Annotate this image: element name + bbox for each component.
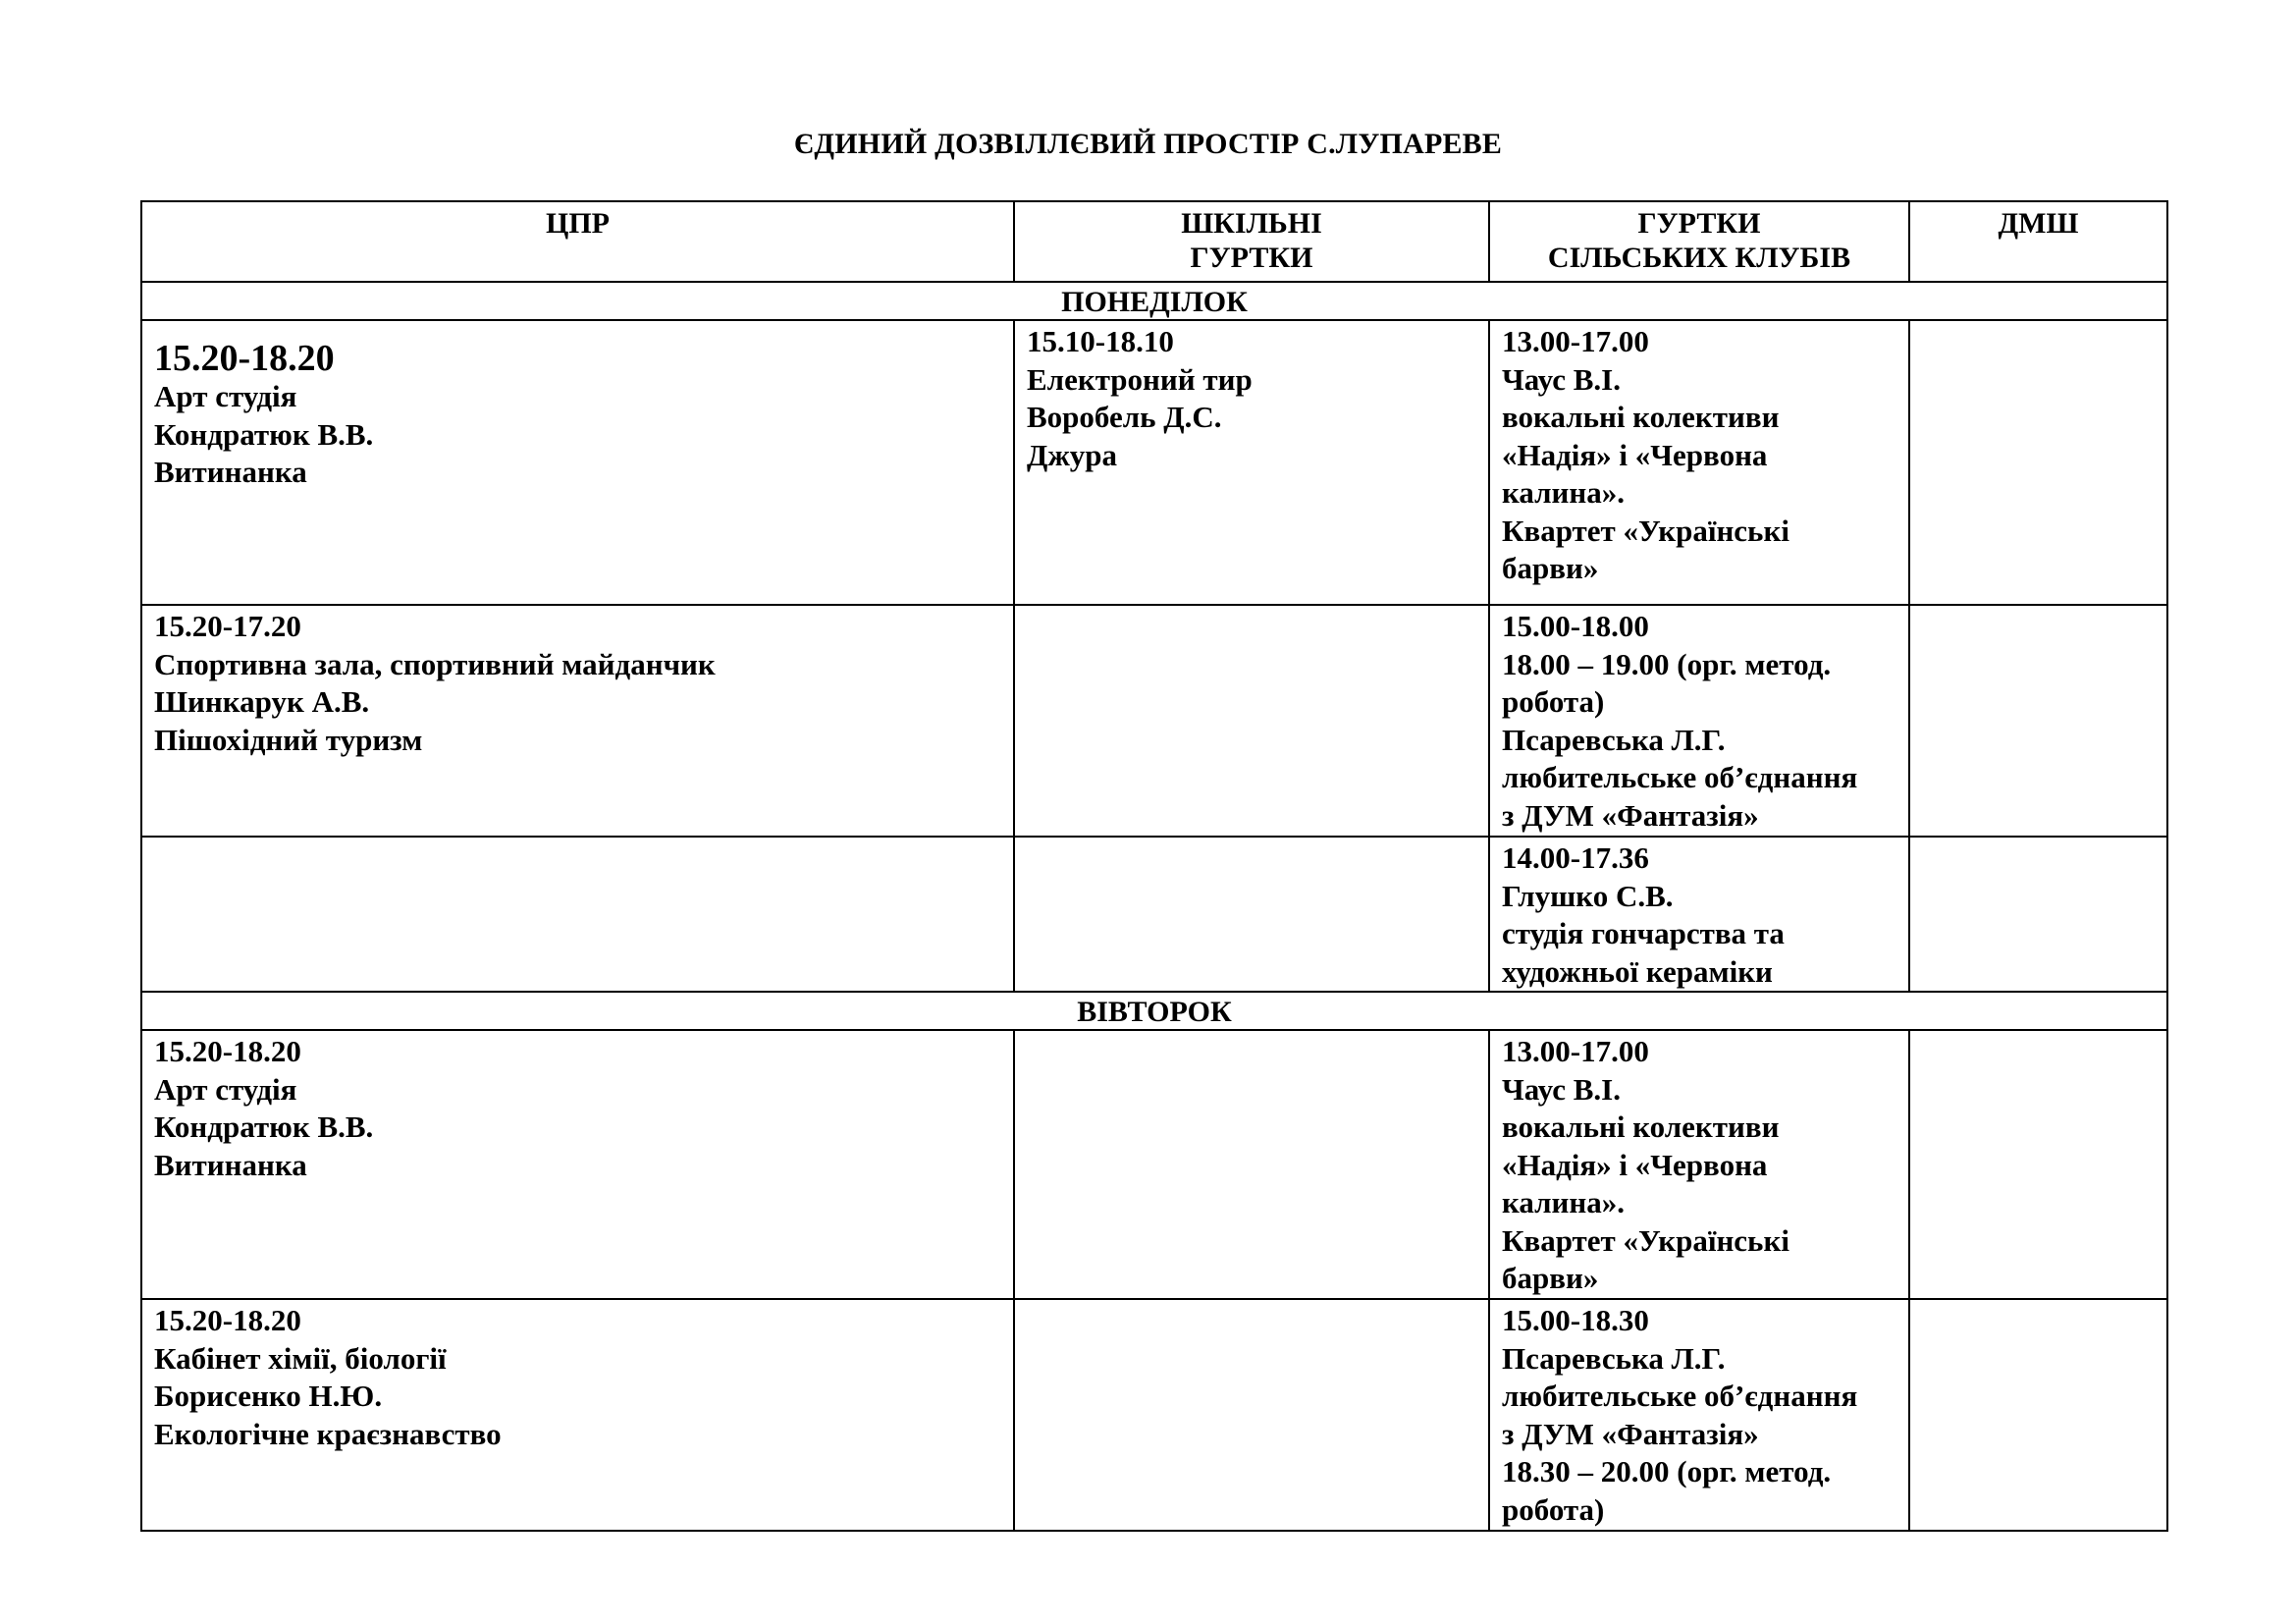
cell-cpr xyxy=(141,605,1014,837)
document-title: ЄДИНИЙ ДОЗВІЛЛЄВИЙ ПРОСТІР С.ЛУПАРЕВЕ xyxy=(793,128,1503,160)
time-range: 13.00-17.00 xyxy=(1502,324,1649,358)
cell-clubs xyxy=(1489,837,1909,992)
cell-clubs xyxy=(1489,605,1909,837)
cell-line: Кондратюк В.В. xyxy=(154,1110,374,1144)
cell-dmsh xyxy=(1909,320,2167,605)
cell-school xyxy=(1014,320,1489,605)
time-range: 15.20-18.20 xyxy=(154,1034,301,1068)
cell-school xyxy=(1014,605,1489,837)
cell-line: Електроний тир xyxy=(1027,361,1253,397)
cell-line: калина». xyxy=(1502,475,1626,510)
cell-line: Кондратюк В.В. xyxy=(154,416,374,452)
cell-line: Спортивна зала, спортивний майданчик xyxy=(154,646,716,681)
cell-school xyxy=(1014,837,1489,992)
cell-cpr xyxy=(141,1299,1014,1531)
cell-clubs xyxy=(1489,1030,1909,1299)
cell-dmsh xyxy=(1909,837,2167,992)
header-text: СІЛЬСЬКИХ КЛУБІВ xyxy=(1547,242,1851,274)
time-range: 15.00-18.00 xyxy=(1502,609,1649,643)
cell-line: Псаревська Л.Г. xyxy=(1502,1340,1726,1376)
cell-line: Чаус В.І. xyxy=(1502,1071,1621,1107)
time-range: 15.20-18.20 xyxy=(154,1303,301,1337)
day-row-monday xyxy=(141,282,2167,320)
table-row xyxy=(141,837,2167,992)
cell-line: вокальні колективи xyxy=(1502,400,1780,434)
table-row xyxy=(141,605,2167,837)
header-dmsh xyxy=(1909,201,2167,282)
cell-line: вокальні колективи xyxy=(1502,1110,1780,1144)
cell-line: «Надія» і «Червона xyxy=(1502,437,1768,472)
header-text: ГУРТКИ xyxy=(1637,207,1761,240)
cell-line: художньої кераміки xyxy=(1502,953,1773,989)
cell-line: Витинанка xyxy=(154,1147,307,1182)
cell-line: Екологічне краєзнавство xyxy=(154,1416,502,1451)
cell-cpr xyxy=(141,837,1014,992)
cell-line: Квартет «Українські xyxy=(1502,1222,1789,1258)
cell-line: робота) xyxy=(1502,684,1605,719)
day-label: ВІВТОРОК xyxy=(141,992,2167,1030)
time-range: 15.00-18.30 xyxy=(1502,1303,1649,1337)
cell-line: барви» xyxy=(1502,1261,1599,1295)
cell-line: Шинкарук А.В. xyxy=(154,684,370,719)
cell-dmsh xyxy=(1909,605,2167,837)
cell-line: з ДУМ «Фантазія» xyxy=(1502,797,1759,833)
cell-school xyxy=(1014,1299,1489,1531)
day-label: ПОНЕДІЛОК xyxy=(141,282,2167,320)
schedule-table xyxy=(140,200,2168,1532)
table-row xyxy=(141,320,2167,605)
time-range: 15.10-18.10 xyxy=(1027,324,1174,358)
header-school-clubs xyxy=(1014,201,1489,282)
cell-line: Пішохідний туризм xyxy=(154,722,423,757)
cell-dmsh xyxy=(1909,1299,2167,1531)
cell-line: Витинанка xyxy=(154,455,307,489)
header-text: ДМШ xyxy=(1998,207,2079,240)
header-text: ШКІЛЬНІ xyxy=(1181,207,1322,240)
cell-line: Джура xyxy=(1027,437,1118,472)
time-range: 14.00-17.36 xyxy=(1502,840,1649,875)
cell-line: Квартет «Українські xyxy=(1502,513,1789,548)
table-row xyxy=(141,1030,2167,1299)
cell-line: Чаус В.І. xyxy=(1502,361,1621,397)
cell-line: студія гончарства та xyxy=(1502,916,1785,950)
cell-line: Глушко С.В. xyxy=(1502,878,1674,913)
time-range: 13.00-17.00 xyxy=(1502,1034,1649,1068)
cell-line: Арт студія xyxy=(154,379,297,413)
cell-cpr xyxy=(141,1030,1014,1299)
cell-dmsh xyxy=(1909,1030,2167,1299)
cell-line: Воробель Д.С. xyxy=(1027,400,1222,434)
cell-line: робота) xyxy=(1502,1491,1605,1527)
header-cpr xyxy=(141,201,1014,282)
cell-school xyxy=(1014,1030,1489,1299)
cell-clubs xyxy=(1489,320,1909,605)
cell-line: калина». xyxy=(1502,1185,1626,1219)
cell-clubs xyxy=(1489,1299,1909,1531)
time-range: 15.20-17.20 xyxy=(154,609,301,643)
header-row xyxy=(141,201,2167,282)
cell-line: 18.00 – 19.00 (орг. метод. xyxy=(1502,646,1832,681)
cell-line: «Надія» і «Червона xyxy=(1502,1147,1768,1182)
header-text: ГУРТКИ xyxy=(1190,242,1313,274)
cell-line: Арт студія xyxy=(154,1071,297,1107)
cell-line: з ДУМ «Фантазія» xyxy=(1502,1416,1759,1451)
cell-cpr xyxy=(141,320,1014,605)
cell-line: любительське об’єднання xyxy=(1502,1379,1858,1413)
cell-line: Кабінет хімії, біології xyxy=(154,1340,447,1376)
cell-line: барви» xyxy=(1502,551,1599,585)
cell-line: Борисенко Н.Ю. xyxy=(154,1379,383,1413)
header-text: ЦПР xyxy=(546,207,610,240)
cell-line: Псаревська Л.Г. xyxy=(1502,722,1726,757)
header-village-clubs xyxy=(1489,201,1909,282)
cell-line: 18.30 – 20.00 (орг. метод. xyxy=(1502,1454,1832,1489)
time-range: 15.20-18.20 xyxy=(154,338,335,379)
cell-line: любительське об’єднання xyxy=(1502,760,1858,794)
table-row xyxy=(141,1299,2167,1531)
day-row-tuesday xyxy=(141,992,2167,1030)
